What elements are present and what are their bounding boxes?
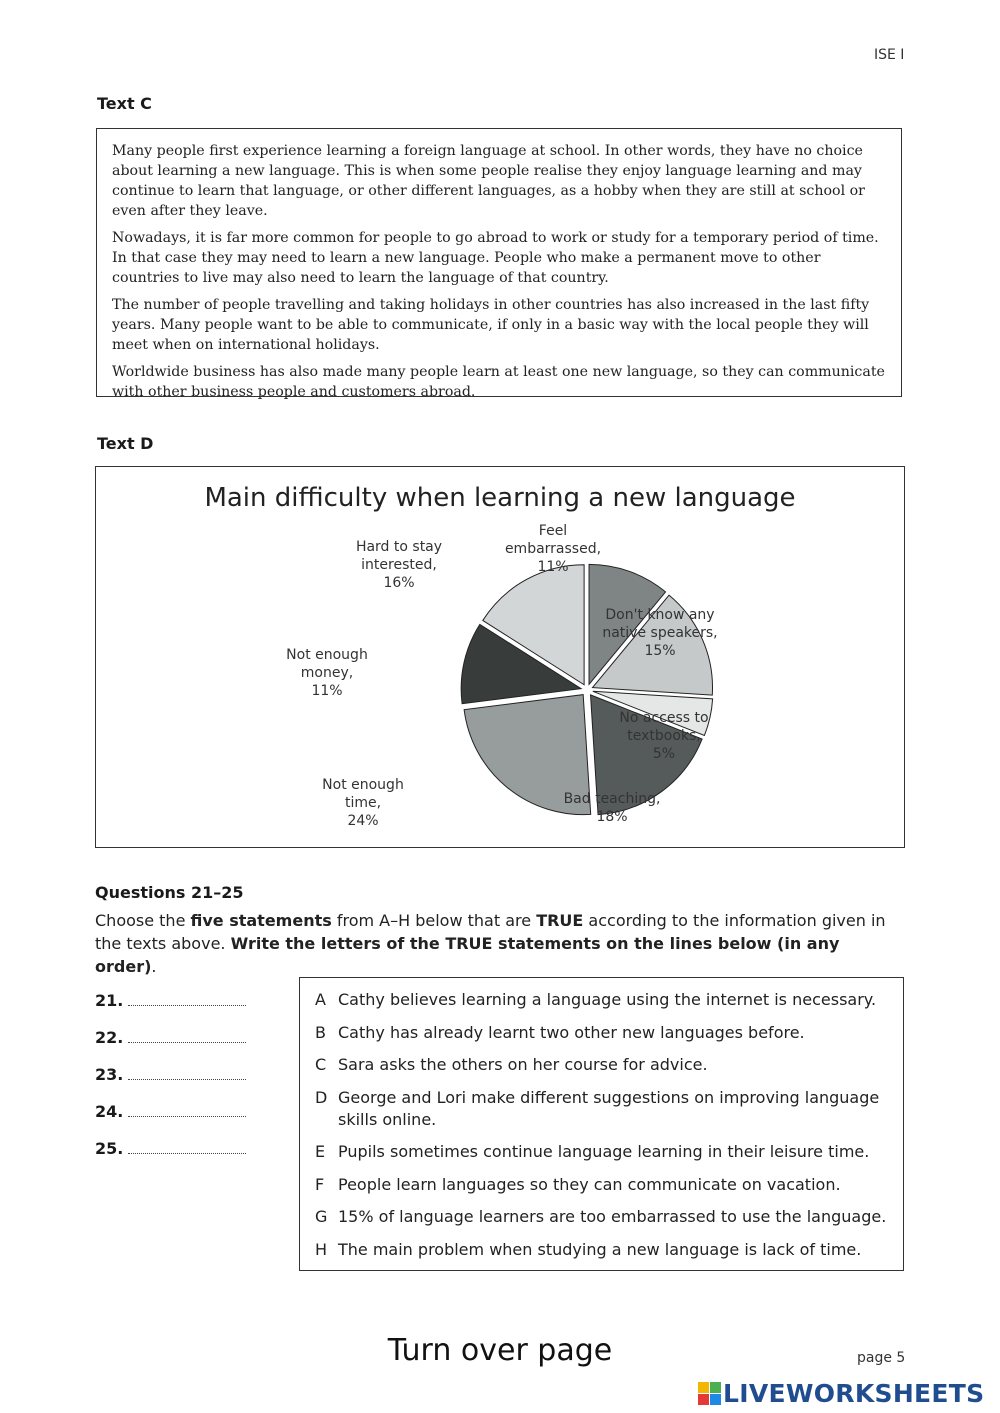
text-d-title: Text D [97, 434, 154, 453]
answer-number: 22. [95, 1028, 124, 1047]
statement-letter: C [315, 1055, 327, 1074]
statement-text: The main problem when studying a new language is lack of time. [338, 1239, 862, 1259]
statement-letter: B [315, 1022, 326, 1042]
answer-input-line[interactable] [128, 1078, 246, 1080]
statement-text: 15% of language learners are too embarrassed to use the language. [338, 1207, 887, 1226]
statement-item [315, 989, 893, 1011]
answer-input-line[interactable] [128, 1115, 246, 1117]
text-c-title: Text C [97, 94, 152, 113]
answer-number: 24. [95, 1102, 124, 1121]
statement-letter: D [315, 1087, 328, 1107]
chart-title: Main difficulty when learning a new language [204, 483, 796, 513]
pie-slice-label: Feel embarrassed, 11% [504, 523, 602, 575]
statement-letter: F [315, 1174, 325, 1194]
text-c-paragraph: Worldwide business has also made many people learn at least one new language, so they can communicate with other business people and customers abroad. [112, 364, 885, 400]
answer-number: 21. [95, 991, 124, 1010]
statement-letter: G [315, 1207, 328, 1226]
questions-instruction: Choose the five statements from A–H below that are TRUE according to the information given in the texts above. Write the letters of the TRUE statements on the lines below (in any order). [95, 911, 886, 976]
exam-code: ISE I [874, 47, 905, 63]
answer-input-line[interactable] [128, 1041, 246, 1043]
pie-slice-label: No access to textbooks, 5% [619, 710, 709, 762]
pie-chart-frame [95, 466, 905, 848]
answer-row [95, 1010, 265, 1047]
statement-text: Sara asks the others on her course for advice. [338, 1055, 708, 1074]
text-c-paragraph: Nowadays, it is far more common for people to go abroad to work or study for a temporary period of time. In that case they may need to learn a new language. People who make a permanent move to other countries to live may also need to learn the language of that country. [112, 230, 879, 286]
pie-slice-label: Bad teaching, 18% [563, 791, 661, 825]
answer-number: 23. [95, 1065, 124, 1084]
logo-text: LIVEWORKSHEETS [723, 1379, 985, 1408]
pie-slice-label: Not enough time, 24% [322, 777, 404, 829]
pie-slice-label: Hard to stay interested, 16% [355, 539, 443, 591]
statement-text: Cathy believes learning a language using the internet is necessary. [338, 990, 877, 1009]
statement-item [315, 1206, 893, 1228]
liveworksheets-logo[interactable] [698, 1379, 984, 1408]
questions-title: Questions 21–25 [95, 883, 244, 902]
statement-item [315, 1174, 893, 1196]
answer-input-line[interactable] [128, 1152, 246, 1154]
page-number: page 5 [857, 1350, 906, 1366]
answer-row [95, 1121, 265, 1158]
answer-row [95, 1084, 265, 1121]
statement-text: Cathy has already learnt two other new languages before. [338, 1022, 805, 1042]
statement-letter: A [315, 990, 326, 1009]
logo-mark-icon [698, 1382, 721, 1405]
statement-letter: E [315, 1142, 326, 1161]
pie-chart [96, 467, 904, 847]
statement-item [315, 1087, 893, 1131]
answer-row [95, 988, 265, 1010]
pie-slice-label: Don't know any native speakers, 15% [602, 607, 718, 659]
statement-text: George and Lori make different suggestions on improving language skills online. [338, 1087, 880, 1129]
statement-text: People learn languages so they can communicate on vacation. [338, 1174, 841, 1194]
answer-lines [95, 988, 265, 1158]
answer-row [95, 1047, 265, 1084]
statement-item [315, 1022, 893, 1044]
text-c-box [96, 128, 902, 400]
statement-item [315, 1141, 893, 1163]
turn-over-text: Turn over page [387, 1333, 613, 1368]
statement-item [315, 1054, 893, 1076]
statement-letter: H [315, 1239, 328, 1259]
text-c-paragraph: The number of people travelling and taking holidays in other countries has also increased in the last fifty years. Many people want to be able to communicate, if only in a basic way with the local people they will meet when on international holidays. [112, 297, 870, 353]
statement-item [315, 1239, 893, 1261]
statements-box [299, 977, 904, 1271]
text-c-paragraph: Many people first experience learning a foreign language at school. In other words, they have no choice about learning a new language. This is when some people realise they enjoy language learning and may continue to learn that language, or other different languages, as a hobby when they are still at school or even after they leave. [112, 143, 865, 219]
answer-input-line[interactable] [128, 1004, 246, 1006]
pie-slice-label: Not enough money, 11% [286, 647, 368, 699]
statement-text: Pupils sometimes continue language learning in their leisure time. [338, 1142, 870, 1161]
answer-number: 25. [95, 1139, 124, 1158]
